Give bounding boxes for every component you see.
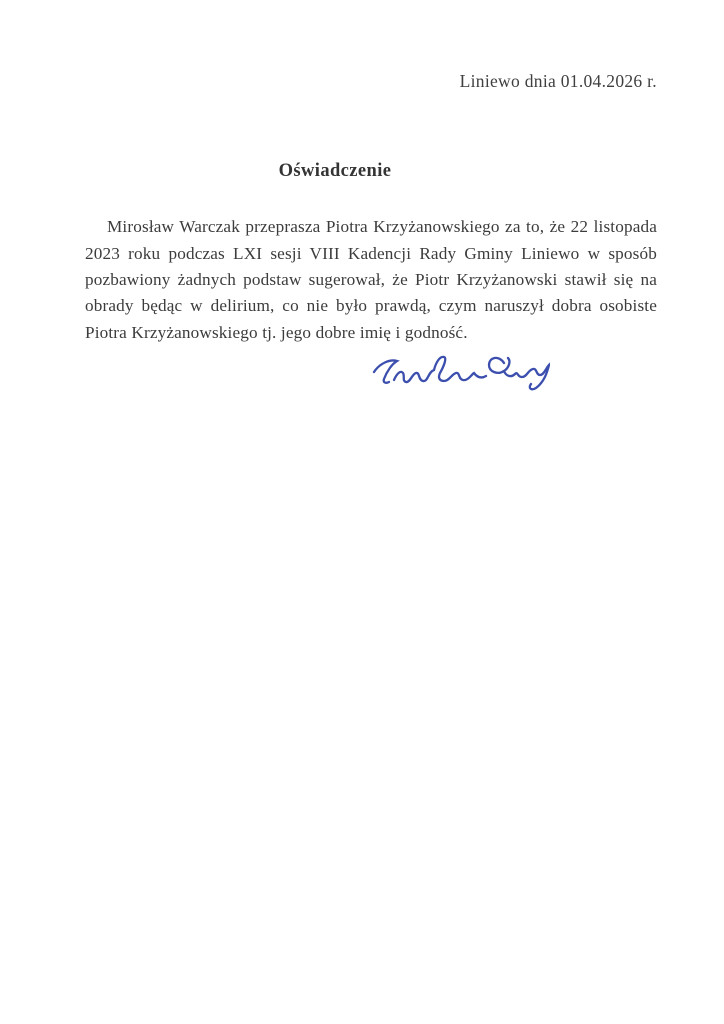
signature-ink-icon [370, 346, 550, 406]
document-title: Oświadczenie [278, 161, 392, 181]
statement-body-paragraph: Mirosław Warczak przeprasza Piotra Krzyżanowskiego za to, że 22 listopada 2023 roku podczas LXI sesji VIII Kadencji Rady Gminy Liniewo w sposób pozbawiony żadnych podstaw sugerował, że Piotr Krzyżanowski stawił się na obrady będąc w delirium, co nie było prawdą, czym naruszył dobra osobiste Piotra Krzyżanowskiego tj. jego dobre imię i godność. [85, 217, 657, 342]
date-line: Liniewo dnia 01.04.2026 r. [459, 71, 657, 91]
handwritten-signature [370, 346, 550, 406]
